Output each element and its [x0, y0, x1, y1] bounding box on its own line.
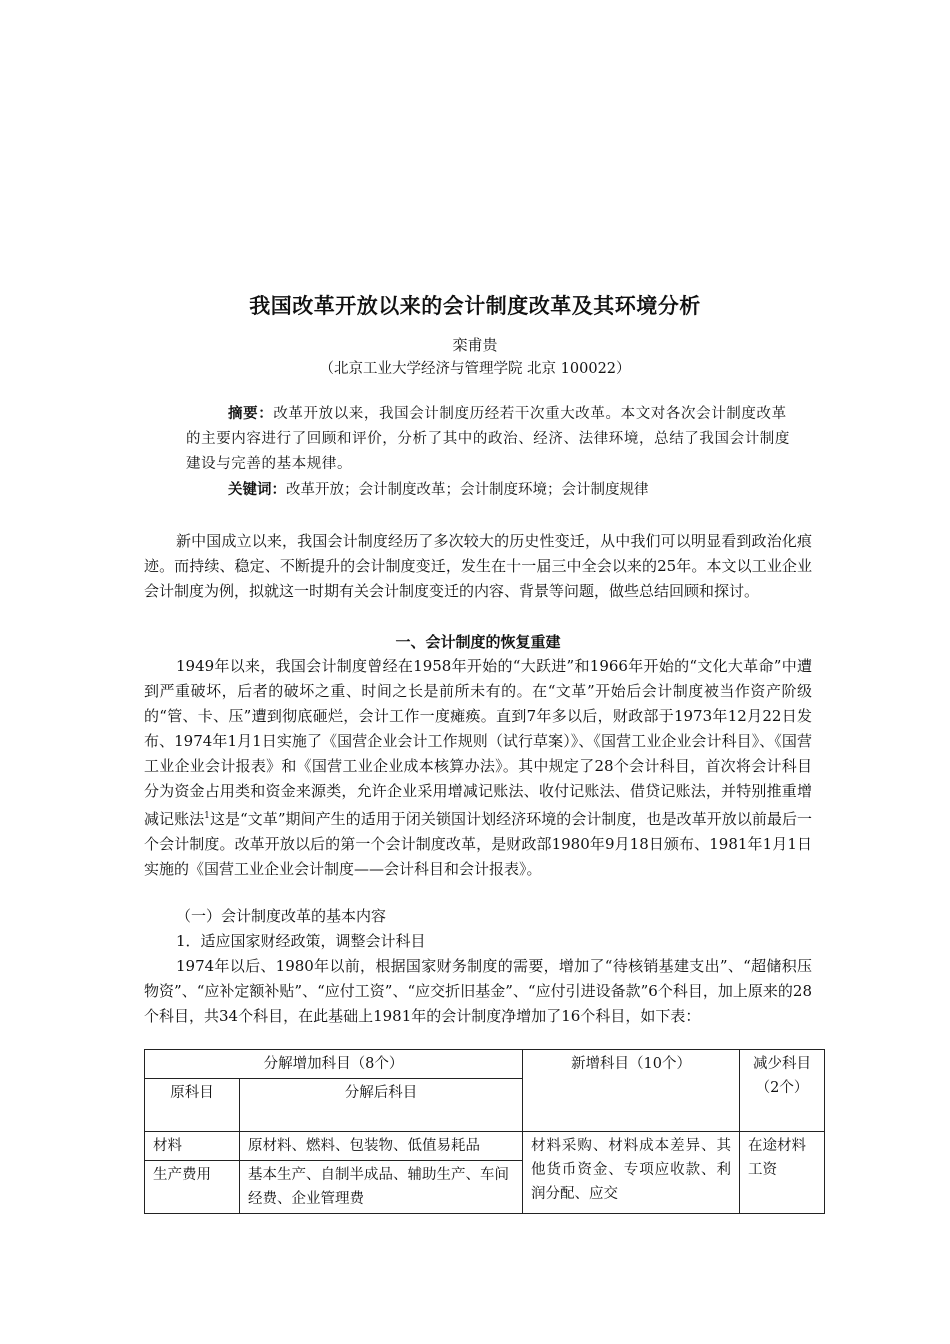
affiliation: （北京工业大学经济与管理学院 北京 100022）	[319, 361, 631, 377]
subheading-adjust-accounts: 1．适应国家财经政策，调整会计科目	[176, 932, 426, 950]
reduce-item: 在途材料	[748, 1138, 806, 1154]
accounts-table	[144, 1049, 825, 1214]
cell-new-items: 材料采购、材料成本差异、其他货币资金、专项应收款、利润分配、应交	[523, 1132, 740, 1214]
keywords-text: 改革开放；会计制度改革；会计制度环境；会计制度规律	[286, 482, 649, 498]
keywords-label: 关键词：	[228, 482, 286, 498]
cell-after: 基本生产、自制半成品、辅助生产、车间经费、企业管理费	[240, 1161, 523, 1214]
section1-text-a: 1949年以来，我国会计制度曾经在1958年开始的“大跃进”和1966年开始的“文化大革命”中遭到严重破坏，后者的破坏之重、时间之长是前所未有的。在“文革”开始后会计制度被当作资产阶级的“管、卡、压”遭到彻底砸烂，会计工作一度瘫痪。直到7年多以后，财政部于1973年12月22日发布、1974年1月1日实施了《国营企业会计工作规则（试行草案）》、《国营工业企业会计科目》、《国营工业企业会计报表》和《国营工业企业成本核算办法》。其中规定了28个会计科目，首次将会计科目分为资金占用类和资金来源类，允许企业采用增减记账法、收付记账法、借贷记账法，并特别推重增减记账法	[144, 657, 812, 828]
author: 栾甫贵	[452, 336, 498, 354]
reduce-item: 工资	[748, 1162, 777, 1178]
cell-orig: 生产费用	[145, 1161, 240, 1214]
section1-paragraph	[144, 654, 812, 882]
cell-reduce-items	[740, 1132, 825, 1214]
cell-after: 原材料、燃料、包装物、低值易耗品	[240, 1132, 523, 1161]
header-new: 新增科目（10个）	[523, 1050, 740, 1132]
abstract-text: 改革开放以来，我国会计制度历经若干次重大改革。本文对各次会计制度改革的主要内容进行了回顾和评价，分析了其中的政治、经济、法律环境，总结了我国会计制度建设与完善的基本规律。	[186, 406, 790, 472]
table-row	[145, 1132, 825, 1161]
table-header-row	[145, 1050, 825, 1079]
abstract	[186, 402, 791, 477]
intro-paragraph: 新中国成立以来，我国会计制度经历了多次较大的历史性变迁，从中我们可以明显看到政治化痕迹。而持续、稳定、不断提升的会计制度变迁，发生在十一届三中全会以来的25年。本文以工业企业会计制度为例，拟就这一时期有关会计制度变迁的内容、背景等问题，做些总结回顾和探讨。	[144, 532, 812, 600]
header-reduce: 减少科目（2个）	[740, 1050, 825, 1132]
keywords	[186, 478, 791, 503]
section1-paragraph-c: 1974年以后、1980年以前，根据国家财务制度的需要，增加了“待核销基建支出”、“超储积压物资”、“应补定额补贴”、“应付工资”、“应交折旧基金”、“应付引进设备款”6个科目，加上原来的28个科目，共34个科目，在此基础上1981年的会计制度净增加了16个科目，如下表：	[144, 957, 812, 1025]
section1-text-b: 这是“文革”期间产生的适用于闭关锁国计划经济环境的会计制度，也是改革开放以前最后一个会计制度。改革开放以后的第一个会计制度改革，是财政部1980年9月18日颁布、1981年1月1日实施的《国营工业企业会计制度——会计科目和会计报表》。	[144, 810, 812, 878]
footnote-mark[interactable]: 1	[204, 811, 210, 821]
paper-title: 我国改革开放以来的会计制度改革及其环境分析	[249, 294, 701, 318]
section-heading: 一、会计制度的恢复重建	[395, 633, 561, 651]
header-orig: 原科目	[145, 1079, 240, 1132]
header-after: 分解后科目	[240, 1079, 523, 1132]
cell-orig: 材料	[145, 1132, 240, 1161]
header-split: 分解增加科目（8个）	[145, 1050, 523, 1079]
abstract-label: 摘要：	[228, 406, 274, 422]
subheading-basic-content: （一）会计制度改革的基本内容	[176, 907, 387, 925]
